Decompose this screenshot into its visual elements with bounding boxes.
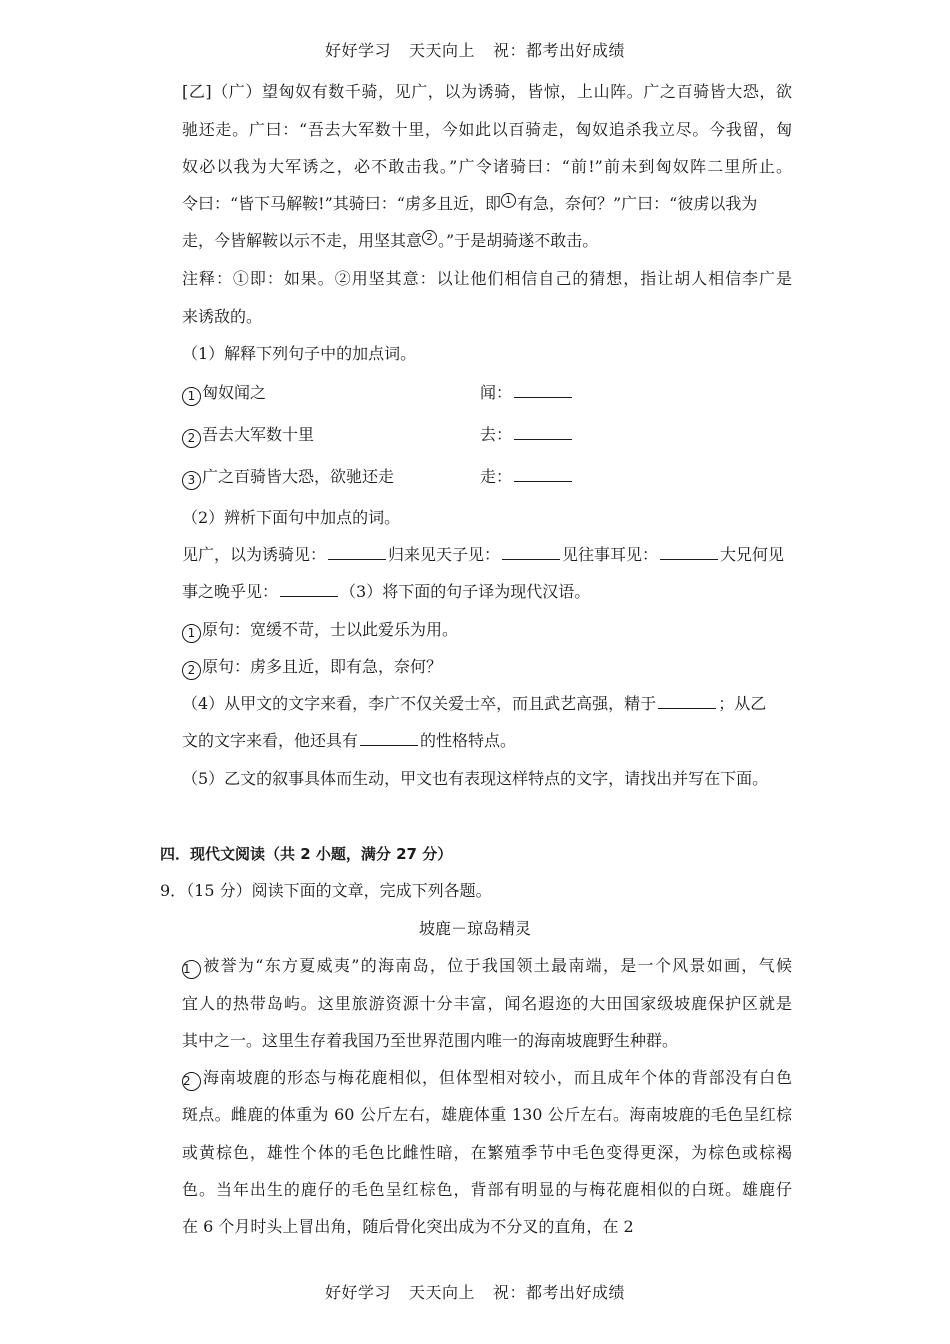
- section-title: 四．现代文阅读（共 2 小题，满分 27 分）: [160, 845, 453, 863]
- article-line: 1 被誉为“东方夏威夷”的海南岛，位于我国领土最南端，是一个风景如画，气候: [182, 954, 792, 979]
- question-4-line: （4）从甲文的文字来看，李广不仅关爱士卒，而且武艺高强，精于 ；从乙: [182, 694, 767, 713]
- answer-blank[interactable]: [328, 545, 386, 560]
- answer-blank[interactable]: [280, 582, 338, 597]
- q1-item: 1 匈奴闻之 闻：: [182, 381, 792, 406]
- passage-line: 走，今皆解鞍以示不走，用坚其意 $^2$ 。”于是胡骑遂不敢击。: [182, 231, 599, 250]
- answer-blank[interactable]: [514, 383, 572, 398]
- footnote-marker: 1: [501, 193, 516, 208]
- question-5-prompt: （5）乙文的叙事具体而生动，甲文也有表现这样特点的文字，请找出并写在下面。: [182, 769, 769, 788]
- notes-line: 来诱敌的。: [182, 307, 263, 326]
- answer-blank[interactable]: [658, 694, 716, 709]
- page-footer: [0, 1280, 950, 1303]
- header-left: 好好学习: [324, 41, 391, 60]
- question-3-sentence: 1 原句：宽缓不苛，士以此爱乐为用。: [182, 618, 458, 643]
- passage-line: [乙]（广）望匈奴有数千骑，见广，以为诱骑，皆惊，上山阵。广之百骑皆大恐，欲: [182, 82, 792, 101]
- page-header: [0, 38, 950, 61]
- question-1-prompt: （1）解释下列句子中的加点词。: [182, 344, 417, 363]
- q1-item: 3 广之百骑皆大恐，欲驰还走 走：: [182, 465, 792, 490]
- question-2-prompt: （2）辨析下面句中加点的词。: [182, 508, 401, 527]
- question-3-sentence: 2 原句：虏多且近，即有急，奈何？: [182, 655, 442, 680]
- article-line: 色。当年出生的鹿仔的毛色呈红棕色，背部有明显的与梅花鹿相似的白斑。雄鹿仔: [182, 1180, 792, 1199]
- question-9-intro: 9．（15 分）阅读下面的文章，完成下列各题。: [160, 881, 492, 900]
- answer-blank[interactable]: [660, 545, 718, 560]
- footer-right: 祝：都考出好成绩: [493, 1283, 626, 1302]
- passage-line: 驰还走。广曰：“吾去大军数十里，今如此以百骑走，匈奴追杀我立尽。今我留，匈: [182, 120, 792, 139]
- article-title: 坡鹿－琼岛精灵: [418, 919, 531, 938]
- answer-blank[interactable]: [360, 731, 418, 746]
- article-line: 其中之一。这里生存着我国乃至世界范围内唯一的海南坡鹿野生种群。: [182, 1031, 679, 1050]
- header-right: 祝：都考出好成绩: [493, 41, 626, 60]
- header-middle: 天天向上: [408, 41, 475, 60]
- article-line: 2 海南坡鹿的形态与梅花鹿相似，但体型相对较小，而且成年个体的背部没有白色: [182, 1066, 792, 1091]
- question-2-line: 事之晚乎见： （3）将下面的句子译为现代汉语。: [182, 582, 591, 601]
- q1-item: 2 吾去大军数十里 去：: [182, 423, 792, 448]
- article-line: 斑点。雌鹿的体重为 60 公斤左右，雄鹿体重 130 公斤左右。海南坡鹿的毛色呈红棕: [182, 1105, 792, 1124]
- answer-blank[interactable]: [502, 545, 560, 560]
- question-4-line: 文的文字来看，他还具有 的性格特点。: [182, 731, 517, 750]
- notes-line: 注释：①即：如果。②用坚其意：以让他们相信自己的猜想，指让胡人相信李广是: [182, 269, 792, 288]
- answer-blank[interactable]: [514, 425, 572, 440]
- article-line: 或黄棕色，雄性个体的毛色比雌性暗，在繁殖季节中毛色变得更深，为棕色或棕褐: [182, 1143, 792, 1162]
- footer-middle: 天天向上: [408, 1283, 475, 1302]
- passage-line: 令曰：“皆下马解鞍!”其骑曰：“虏多且近，即 $^1$ 有急，奈何？”广曰：“彼虏以我为: [182, 194, 758, 213]
- article-line: 宜人的热带岛屿。这里旅游资源十分丰富，闻名遐迩的大田国家级坡鹿保护区就是: [182, 994, 792, 1013]
- question-2-line: 见广，以为诱骑见： 归来见天子见： 见往事耳见： 大兄何见: [182, 545, 785, 564]
- answer-blank[interactable]: [514, 467, 572, 482]
- passage-line: 奴必以我为大军诱之，必不敢击我。”广令诸骑曰：“前!”前未到匈奴阵二里所止。: [182, 157, 792, 176]
- article-line: 在 6 个月时头上冒出角，随后骨化突出成为不分叉的直角，在 2: [182, 1217, 634, 1236]
- footnote-marker: 2: [422, 230, 437, 245]
- footer-left: 好好学习: [324, 1283, 391, 1302]
